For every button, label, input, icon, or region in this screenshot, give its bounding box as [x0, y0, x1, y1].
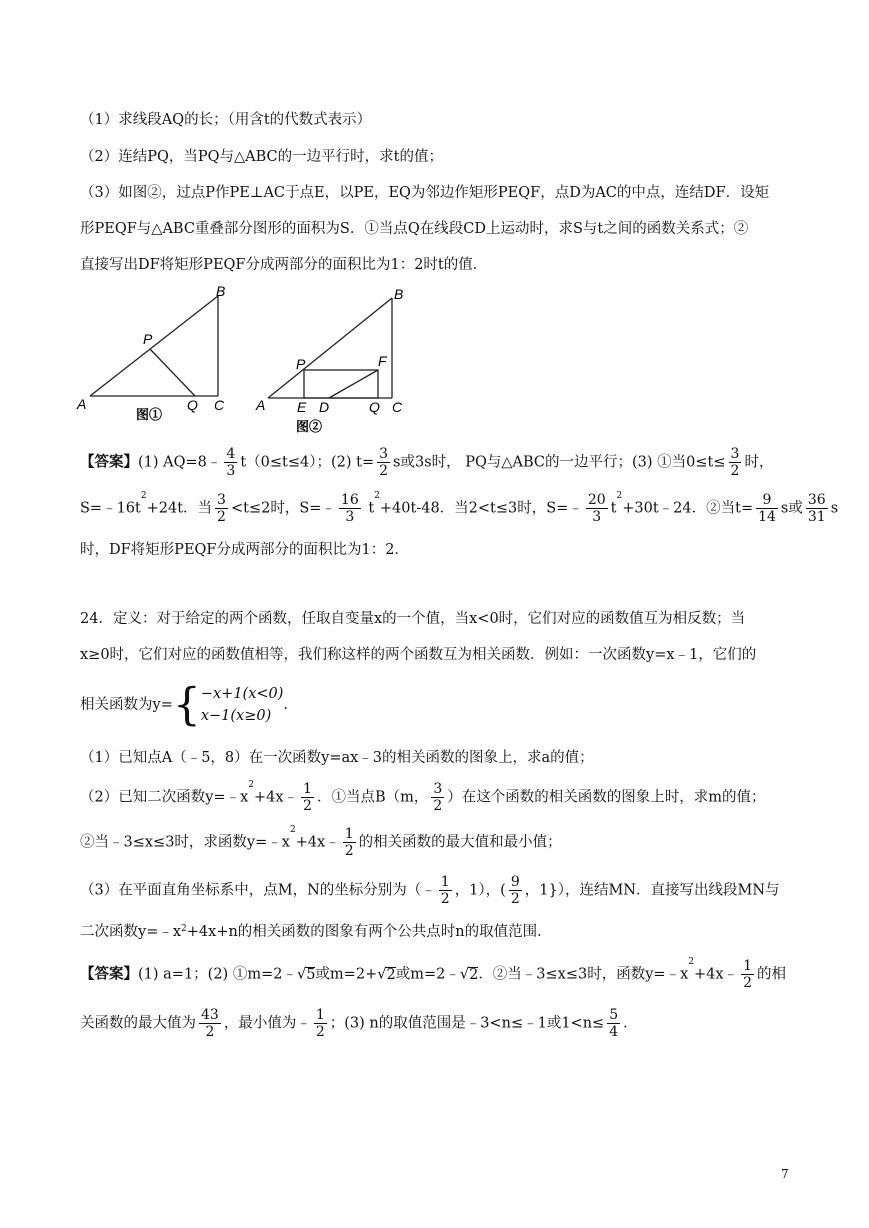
- fig2-label-D: D: [319, 399, 330, 415]
- fig2-label-E: E: [297, 399, 307, 415]
- fraction: $\frac{16}{3}$: [340, 492, 359, 526]
- fraction: $\frac{4}{3}$: [226, 446, 236, 480]
- ans23-line2: $S=﹣16t^2+24t$．当 $\frac{3}{2}$ <t≤2时，S=﹣ $\frac{16}{3}$ $t^2+40t-48$．当2<t≤3时，S=﹣ $\frac{20}{3}$ $t^2+30t﹣24$．②当t= $\frac{9}{14}$ s或 $\frac{36}{31}$ s: [80, 491, 839, 526]
- fraction: $\frac{36}{31}$: [807, 492, 826, 526]
- fig2-label-C: C: [392, 399, 403, 415]
- q23-part3-line3: 直接写出DF将矩形PEQF分成两部分的面积比为1：2时t的值．: [80, 257, 488, 273]
- fraction: $\frac{1}{2}$: [440, 874, 450, 908]
- fig1-caption: 图①: [136, 407, 163, 422]
- ans23-text-a: (1) AQ=8﹣: [138, 454, 222, 471]
- q24-line1: 24．定义：对于给定的两个函数，任取自变量x的一个值，当x<0时，它们对应的函数值互为相反数；当: [80, 611, 746, 627]
- ans24-line2: 关函数的最大值为 $\frac{43}{2}$ ，最小值为﹣ $\frac{1}{2}$ ；(3) n的取值范围是﹣3<n≤﹣1或1<n≤ $\frac{5}{4}$ ．: [80, 1007, 638, 1041]
- answer-tag: 【答案】: [80, 965, 138, 983]
- fig2-label-F: F: [378, 353, 387, 369]
- ans23-text-d: 时，: [744, 454, 774, 471]
- figure-1: [90, 296, 218, 396]
- fraction: $\frac{1}{2}$: [743, 958, 752, 992]
- q23-part3-line1: （3）如图②，过点P作PE⊥AC于点E，以PE，EQ为邻边作矩形PEQF，点D为AC的中点，连结DF．设矩: [80, 185, 770, 201]
- sqrt-symbol: √: [459, 966, 470, 983]
- figure-2: [268, 298, 392, 398]
- fraction: $\frac{9}{2}$: [510, 874, 520, 908]
- fraction: $\frac{3}{2}$: [217, 492, 226, 526]
- q23-part2: （2）连结PQ，当PQ与△ABC的一边平行时，求t的值；: [80, 149, 443, 165]
- fig2-label-B: B: [394, 286, 404, 302]
- q23-part3-line2: 形PEQF与△ABC重叠部分图形的面积为S．①当点Q在线段CD上运动时，求S与t之间的函数关系式；②: [80, 221, 749, 237]
- q24-part2-sub2: ②当﹣3≤x≤3时，求函数$y=﹣x^2+4x﹣$ $\frac{1}{2}$ 的相关函数的最大值和最小值；: [80, 825, 562, 860]
- fraction: $\frac{5}{4}$: [609, 1007, 619, 1041]
- answer-tag: 【答案】: [80, 453, 138, 471]
- fig2-label-Q: Q: [369, 399, 380, 415]
- ans23-text-c: s或3s时， PQ与△ABC的一边平行；(3) ①当0≤t≤: [393, 454, 726, 471]
- piecewise-cases: −x+1(x<0) x−1(x≥0): [200, 686, 284, 725]
- page-number: 7: [781, 1167, 789, 1181]
- fig2-caption: 图②: [296, 419, 323, 434]
- fraction: $\frac{1}{2}$: [303, 781, 312, 815]
- q24-part2: （2）已知二次函数$y=﹣x^2+4x﹣$ $\frac{1}{2}$ ．①当点B（m， $\frac{3}{2}$ ）在这个函数的相关函数的图象上时，求m的值；: [80, 780, 766, 815]
- q23-part1: （1）求线段AQ的长；（用含t的代数式表示）: [80, 112, 372, 128]
- fraction: $\frac{43}{2}$: [201, 1007, 219, 1041]
- fig1-label-A: A: [77, 396, 87, 412]
- fig1-label-Q: Q: [187, 397, 198, 413]
- fraction: $\frac{9}{14}$: [758, 492, 776, 526]
- fraction: $\frac{1}{2}$: [315, 1007, 325, 1041]
- fig2-label-P: P: [296, 356, 306, 372]
- fraction: $\frac{3}{2}$: [730, 446, 740, 480]
- piecewise-brace: {: [172, 679, 201, 731]
- fig1-label-C: C: [214, 397, 225, 413]
- fig1-label-P: P: [143, 331, 153, 347]
- ans23-text-b: t（0≤t≤4）；(2) t=: [240, 454, 375, 471]
- fraction: $\frac{3}{2}$: [433, 781, 443, 815]
- q24-part3-line1: （3）在平面直角坐标系中，点M，N的坐标分别为（﹣ $\frac{1}{2}$ ，1），( $\frac{9}{2}$ ，1}），连结MN．直接写出线段MN与: [80, 874, 780, 908]
- sqrt-symbol: √: [296, 966, 307, 983]
- q24-line2: x≥0时，它们对应的函数值相等，我们称这样的两个函数互为相关函数．例如：一次函数y=x﹣1，它们的: [80, 647, 757, 663]
- ans23-line1: [80, 446, 773, 479]
- fig1-label-B: B: [216, 283, 226, 299]
- fraction: $\frac{1}{2}$: [344, 826, 354, 860]
- q24-part3-line2: 二次函数$y=﹣x^2+4x+n$的相关函数的图象有两个公共点时n的取值范围．: [80, 924, 552, 940]
- geometry-figures: [0, 0, 869, 460]
- q24-part1: （1）已知点A（﹣5，8）在一次函数y=ax﹣3的相关函数的图象上，求a的值；: [80, 750, 594, 766]
- fig2-label-A: A: [256, 397, 266, 413]
- sqrt-symbol: √: [377, 966, 387, 983]
- ans23-line3: 时，DF将矩形PEQF分成两部分的面积比为1：2．: [80, 542, 409, 558]
- q24-line3: 相关函数为y={ −x+1(x<0) x−1(x≥0) .: [80, 679, 289, 731]
- fraction: $\frac{3}{2}$: [379, 446, 389, 480]
- ans24-line1: 【答案】(1) a=1；(2) ①m=2﹣√5或m=2+√2或m=2﹣√2．②当﹣3≤x≤3时，函数$y=﹣x^2+4x﹣$ $\frac{1}{2}$ 的相: [80, 957, 786, 992]
- fraction: $\frac{20}{3}$: [587, 492, 606, 526]
